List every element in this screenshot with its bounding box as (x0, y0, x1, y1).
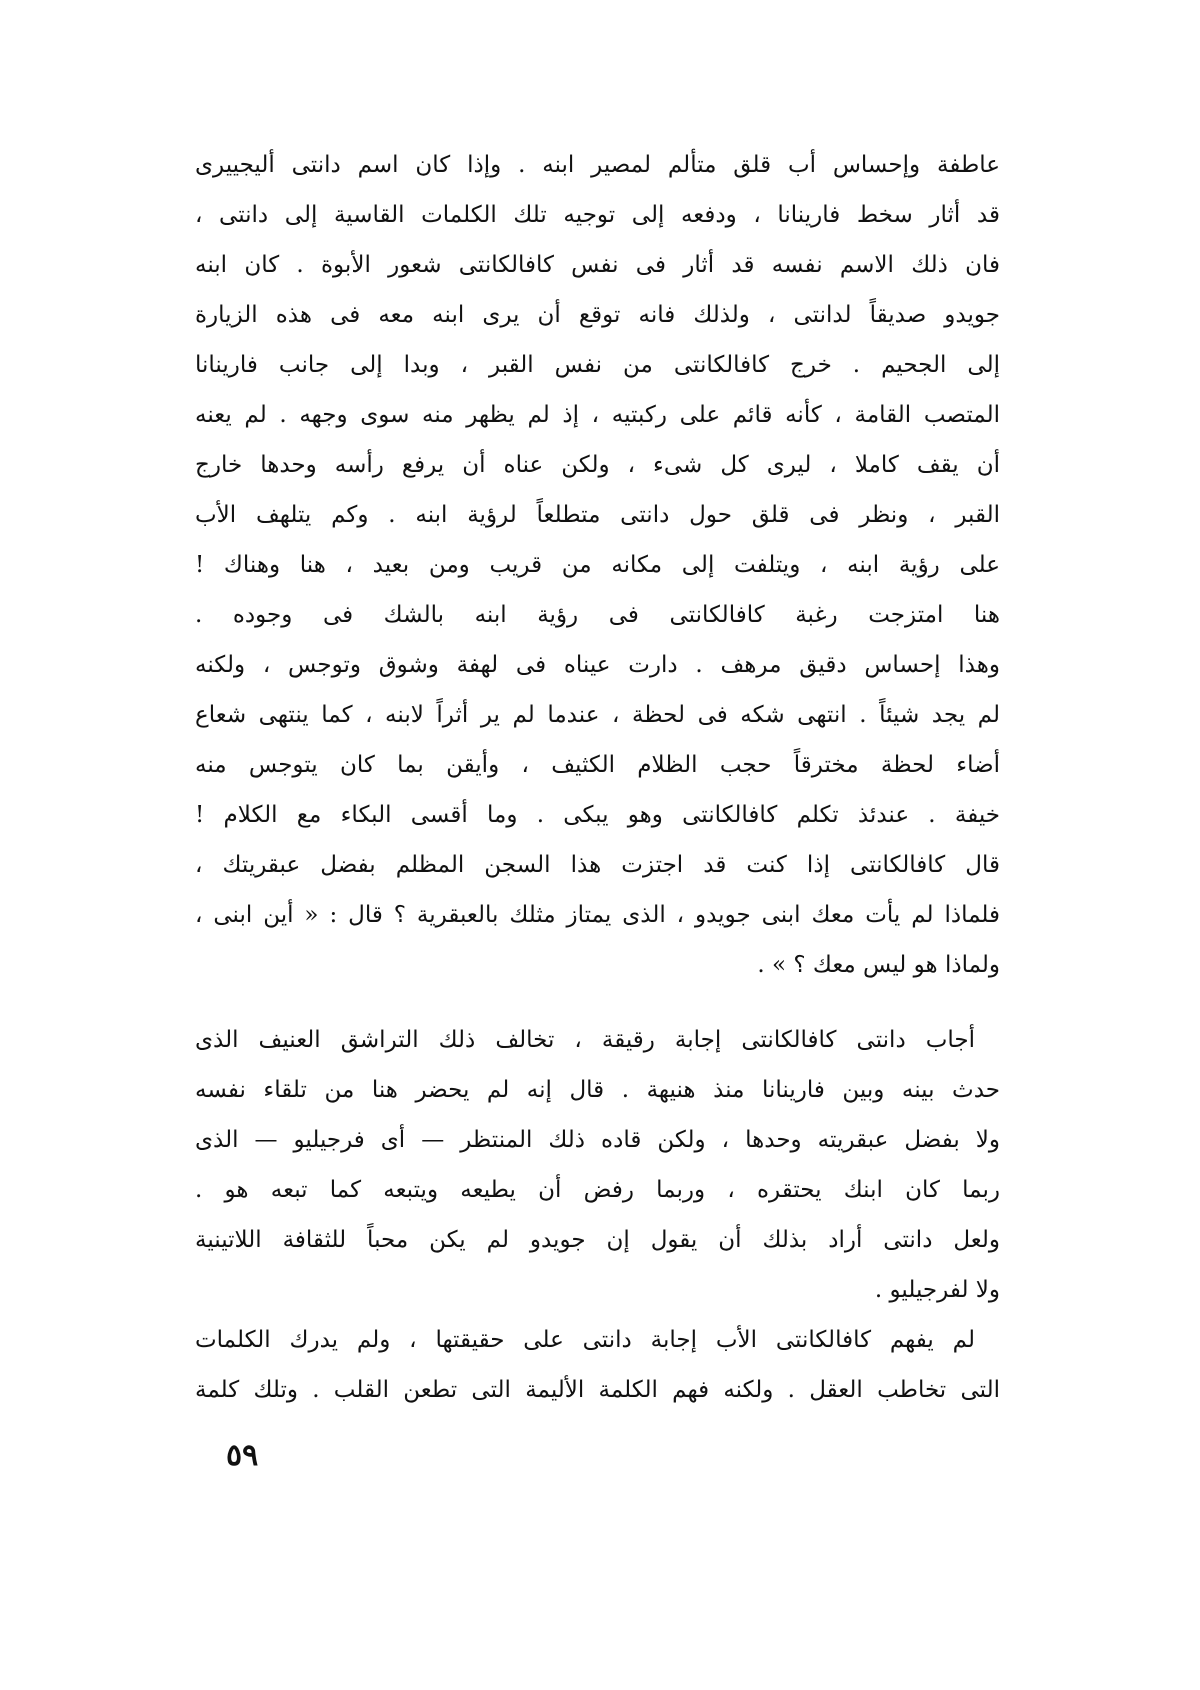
text-line: هنا امتزجت رغبة كافالكانتى فى رؤية ابنه بالشك فى وجوده . (195, 602, 1000, 628)
text-line: لم يجد شيئاً . انتهى شكه فى لحظة ، عندما لم ير أثراً لابنه ، كما ينتهى شعاع (195, 702, 1000, 728)
text-line: عاطفة وإحساس أب قلق متألم لمصير ابنه . وإذا كان اسم دانتى أليجييرى (195, 152, 1000, 178)
text-line: على رؤية ابنه ، ويتلفت إلى مكانه من قريب ومن بعيد ، هنا وهناك ! (195, 552, 1000, 578)
text-line: جويدو صديقاً لدانتى ، ولذلك فانه توقع أن يرى ابنه معه فى هذه الزيارة (195, 302, 1000, 328)
text-line: أجاب دانتى كافالكانتى إجابة رقيقة ، تخالف ذلك التراشق العنيف الذى (195, 1027, 975, 1053)
text-line: ولا بفضل عبقريته وحدها ، ولكن قاده ذلك المنتظر — أى فرجيليو — الذى (195, 1127, 1000, 1153)
text-line: ولعل دانتى أراد بذلك أن يقول إن جويدو لم يكن محباً للثقافة اللاتينية (195, 1227, 1000, 1253)
text-line: القبر ، ونظر فى قلق حول دانتى متطلعاً لرؤية ابنه . وكم يتلهف الأب (195, 502, 1000, 528)
text-line: أضاء لحظة مخترقاً حجب الظلام الكثيف ، وأيقن بما كان يتوجس منه (195, 752, 1000, 778)
text-line: خيفة . عندئذ تكلم كافالكانتى وهو يبكى . وما أقسى البكاء مع الكلام ! (195, 802, 1000, 828)
text-line: إلى الجحيم . خرج كافالكانتى من نفس القبر ، وبدا إلى جانب فارينانا (195, 352, 1000, 378)
text-line: ولماذا هو ليس معك ؟ » . (757, 952, 1000, 978)
text-line: فلماذا لم يأت معك ابنى جويدو ، الذى يمتاز مثلك بالعبقرية ؟ قال : « أين ابنى ، (195, 902, 1000, 928)
text-line: لم يفهم كافالكانتى الأب إجابة دانتى على حقيقتها ، ولم يدرك الكلمات (195, 1327, 975, 1353)
text-line: أن يقف كاملا ، ليرى كل شىء ، ولكن عناه أن يرفع رأسه وحدها خارج (195, 452, 1000, 478)
page-number: ٥٩ (226, 1438, 259, 1473)
text-line: حدث بينه وبين فارينانا منذ هنيهة . قال إنه لم يحضر هنا من تلقاء نفسه (195, 1077, 1000, 1103)
text-line: ولا لفرجيليو . (874, 1277, 1000, 1303)
text-line: المتصب القامة ، كأنه قائم على ركبتيه ، إذ لم يظهر منه سوى وجهه . لم يعنه (195, 402, 1000, 428)
text-line: فان ذلك الاسم نفسه قد أثار فى نفس كافالكانتى شعور الأبوة . كان ابنه (195, 252, 1000, 278)
text-line: قد أثار سخط فارينانا ، ودفعه إلى توجيه تلك الكلمات القاسية إلى دانتى ، (195, 202, 1000, 228)
text-line: قال كافالكانتى إذا كنت قد اجتزت هذا السجن المظلم بفضل عبقريتك ، (195, 852, 1000, 878)
text-line: التى تخاطب العقل . ولكنه فهم الكلمة الأليمة التى تطعن القلب . وتلك كلمة (195, 1377, 1000, 1403)
text-line: ربما كان ابنك يحتقره ، وربما رفض أن يطيعه ويتبعه كما تبعه هو . (195, 1177, 1000, 1203)
text-line: وهذا إحساس دقيق مرهف . دارت عيناه فى لهفة وشوق وتوجس ، ولكنه (195, 652, 1000, 678)
